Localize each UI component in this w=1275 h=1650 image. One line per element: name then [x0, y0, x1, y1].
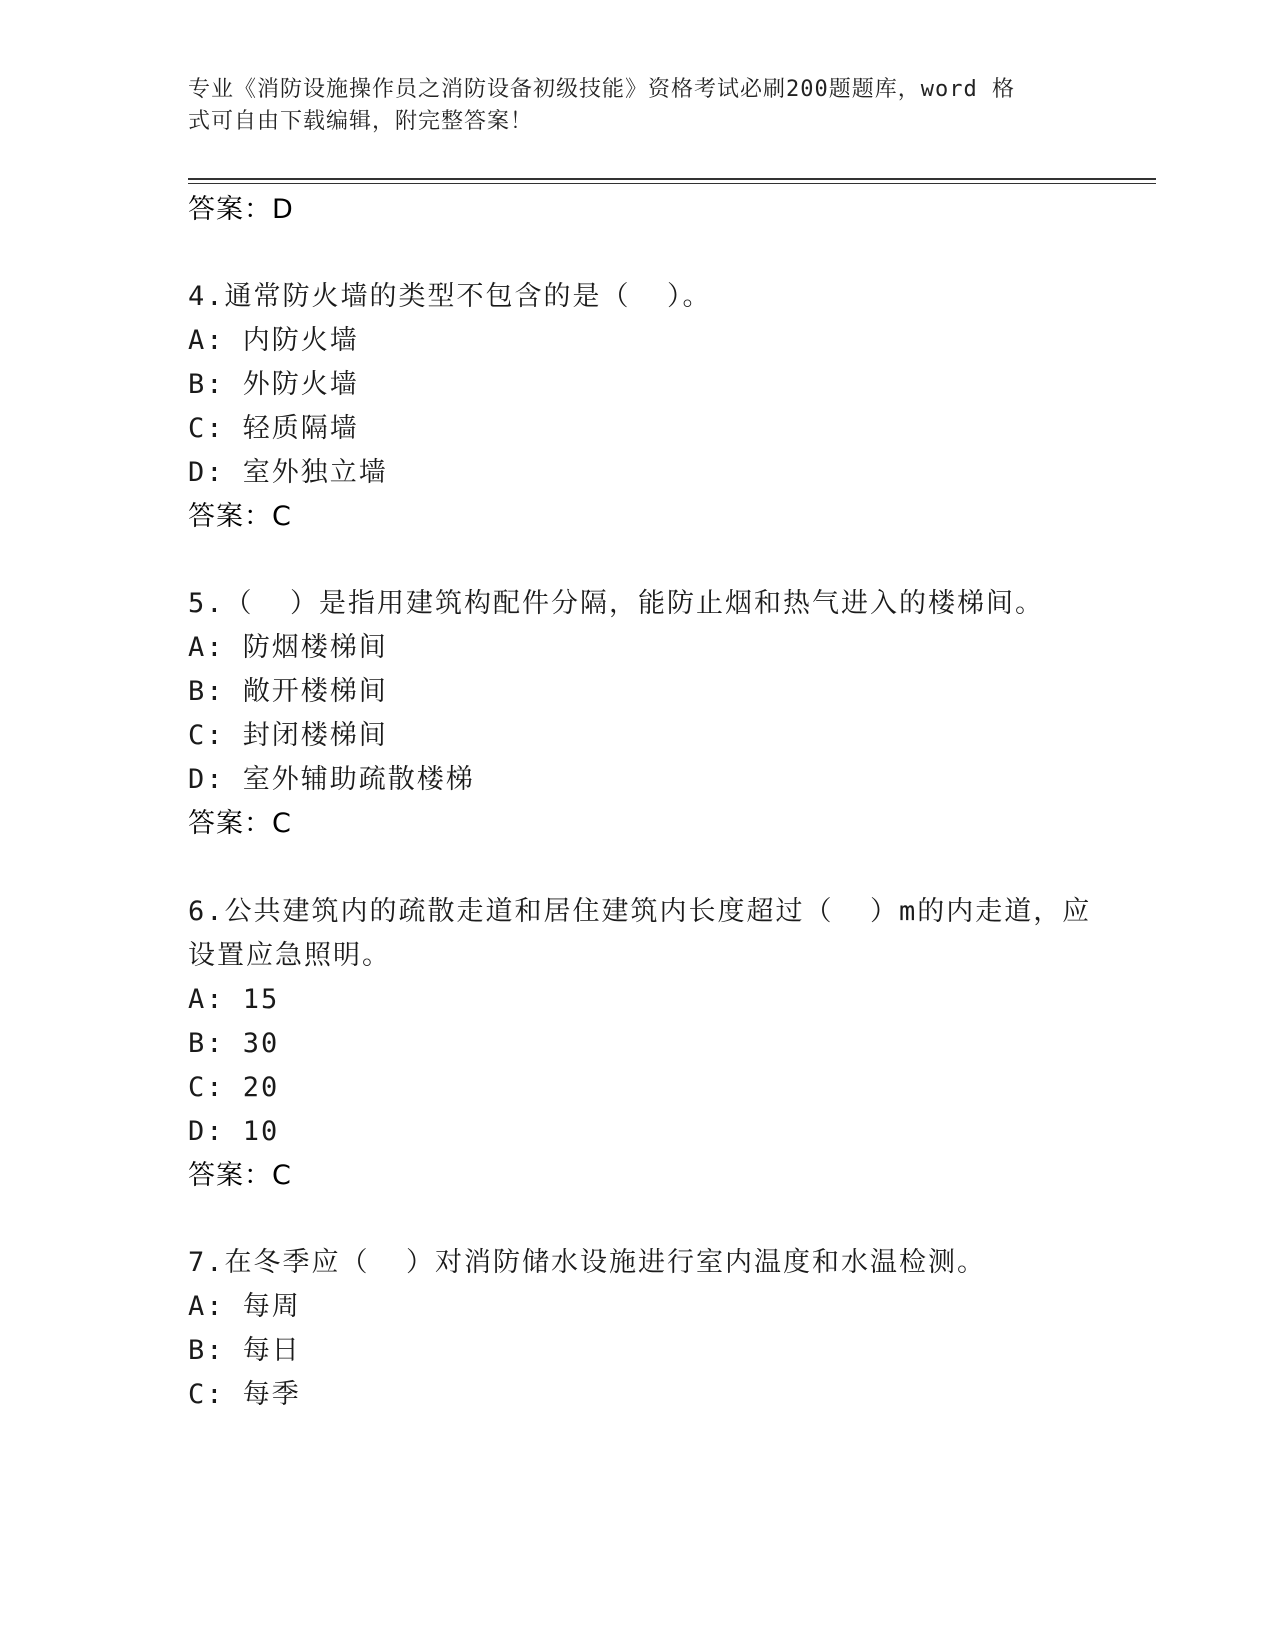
question-7-option-a: A: 每周	[188, 1291, 301, 1322]
header-divider-thick	[188, 178, 1156, 180]
question-6-option-a: A: 15	[188, 984, 280, 1015]
question-7-option-b: B: 每日	[188, 1335, 301, 1366]
question-6-option-d: D: 10	[188, 1116, 280, 1147]
question-7-text: 7.在冬季应（ ）对消防储水设施进行室内温度和水温检测。	[188, 1247, 987, 1278]
question-4-option-a: A: 内防火墙	[188, 325, 359, 356]
header-divider-thin	[188, 183, 1156, 184]
question-4-answer: 答案：C	[188, 501, 292, 532]
question-6-text-line-1: 6.公共建筑内的疏散走道和居住建筑内长度超过（ ）m的内走道，应	[188, 896, 1092, 927]
question-5-text: 5.（ ）是指用建筑构配件分隔，能防止烟和热气进入的楼梯间。	[188, 588, 1045, 619]
question-6-option-c: C: 20	[188, 1072, 280, 1103]
question-5-option-d: D: 室外辅助疏散楼梯	[188, 764, 475, 795]
answer-previous: 答案：D	[188, 194, 294, 225]
question-6-option-b: B: 30	[188, 1028, 280, 1059]
question-5-answer: 答案：C	[188, 808, 292, 839]
question-4-option-d: D: 室外独立墙	[188, 457, 388, 488]
question-4-option-c: C: 轻质隔墙	[188, 413, 359, 444]
question-7-option-c: C: 每季	[188, 1379, 301, 1410]
question-6-answer: 答案：C	[188, 1160, 292, 1191]
question-5-option-a: A: 防烟楼梯间	[188, 632, 388, 663]
question-5-option-c: C: 封闭楼梯间	[188, 720, 388, 751]
header-line-2: 式可自由下载编辑，附完整答案！	[188, 109, 534, 134]
question-4-text: 4.通常防火墙的类型不包含的是（ ）。	[188, 281, 712, 312]
question-6-text-line-2: 设置应急照明。	[188, 940, 391, 971]
question-4-option-b: B: 外防火墙	[188, 369, 359, 400]
document-header	[188, 74, 1088, 138]
header-line-1: 专业《消防设施操作员之消防设备初级技能》资格考试必刷200题题库，word 格	[188, 77, 1015, 102]
question-5-option-b: B: 敞开楼梯间	[188, 676, 388, 707]
